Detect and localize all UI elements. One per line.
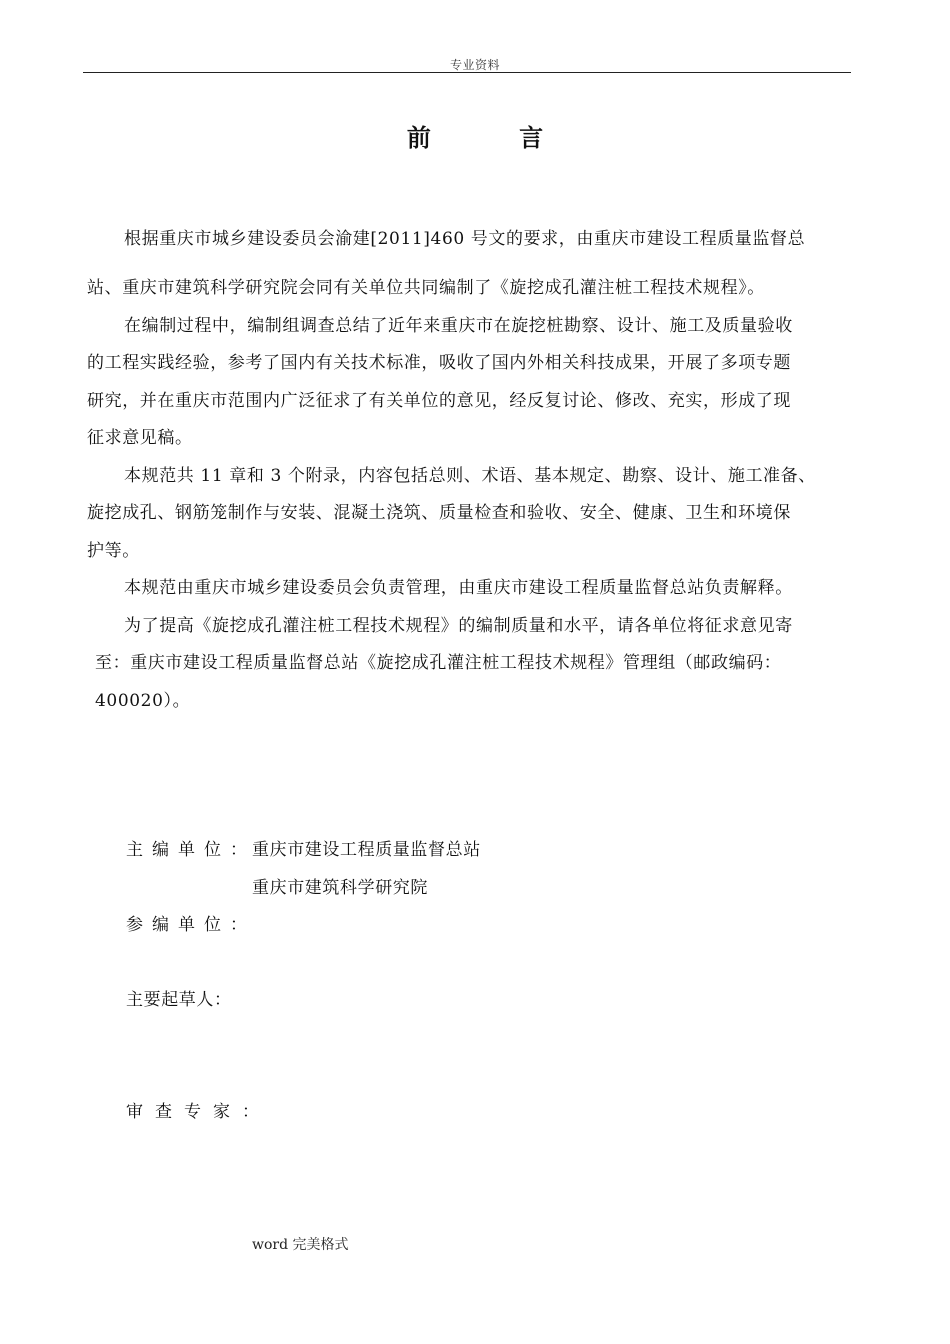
chief-editor-label: 主编单位： <box>126 840 256 860</box>
participant-unit-label: 参编单位： <box>126 915 256 935</box>
page-footer-text: word 完美格式 <box>252 1237 349 1253</box>
paragraph-line: 研究，并在重庆市范围内广泛征求了有关单位的意见，经反复讨论、修改、充实，形成了现 <box>87 391 791 411</box>
chief-editor-unit-1: 重庆市建设工程质量监督总站 <box>252 840 481 860</box>
chief-editor-unit-2: 重庆市建筑科学研究院 <box>252 878 428 898</box>
paragraph-line: 本规范共 11 章和 3 个附录，内容包括总则、术语、基本规定、勘察、设计、施工准备、 <box>124 466 816 486</box>
paragraph-line: 旋挖成孔、钢筋笼制作与安装、混凝土浇筑、质量检查和验收、安全、健康、卫生和环境保 <box>87 503 791 523</box>
paragraph-line: 在编制过程中，编制组调查总结了近年来重庆市在旋挖桩勘察、设计、施工及质量验收 <box>124 316 793 336</box>
paragraph-line: 的工程实践经验，参考了国内有关技术标准，吸收了国内外相关科技成果，开展了多项专题 <box>87 353 791 373</box>
paragraph-line: 根据重庆市城乡建设委员会渝建[2011]460 号文的要求，由重庆市建设工程质量监督总 <box>124 229 806 249</box>
paragraph-line: 站、重庆市建筑科学研究院会同有关单位共同编制了《旋挖成孔灌注桩工程技术规程》。 <box>87 278 765 298</box>
paragraph-line: 400020）。 <box>95 691 191 711</box>
drafters-label: 主要起草人： <box>126 990 232 1010</box>
paragraph-line: 护等。 <box>87 541 140 561</box>
page-title: 前 言 <box>406 123 584 152</box>
page-header-text: 专业资料 <box>449 58 500 72</box>
reviewers-label: 审查专家： <box>126 1102 271 1122</box>
paragraph-line: 本规范由重庆市城乡建设委员会负责管理，由重庆市建设工程质量监督总站负责解释。 <box>124 578 793 598</box>
header-rule <box>83 72 851 73</box>
paragraph-line: 征求意见稿。 <box>87 428 193 448</box>
paragraph-line: 为了提高《旋挖成孔灌注桩工程技术规程》的编制质量和水平，请各单位将征求意见寄 <box>124 616 793 636</box>
paragraph-line: 至：重庆市建设工程质量监督总站《旋挖成孔灌注桩工程技术规程》管理组（邮政编码： <box>95 653 782 673</box>
